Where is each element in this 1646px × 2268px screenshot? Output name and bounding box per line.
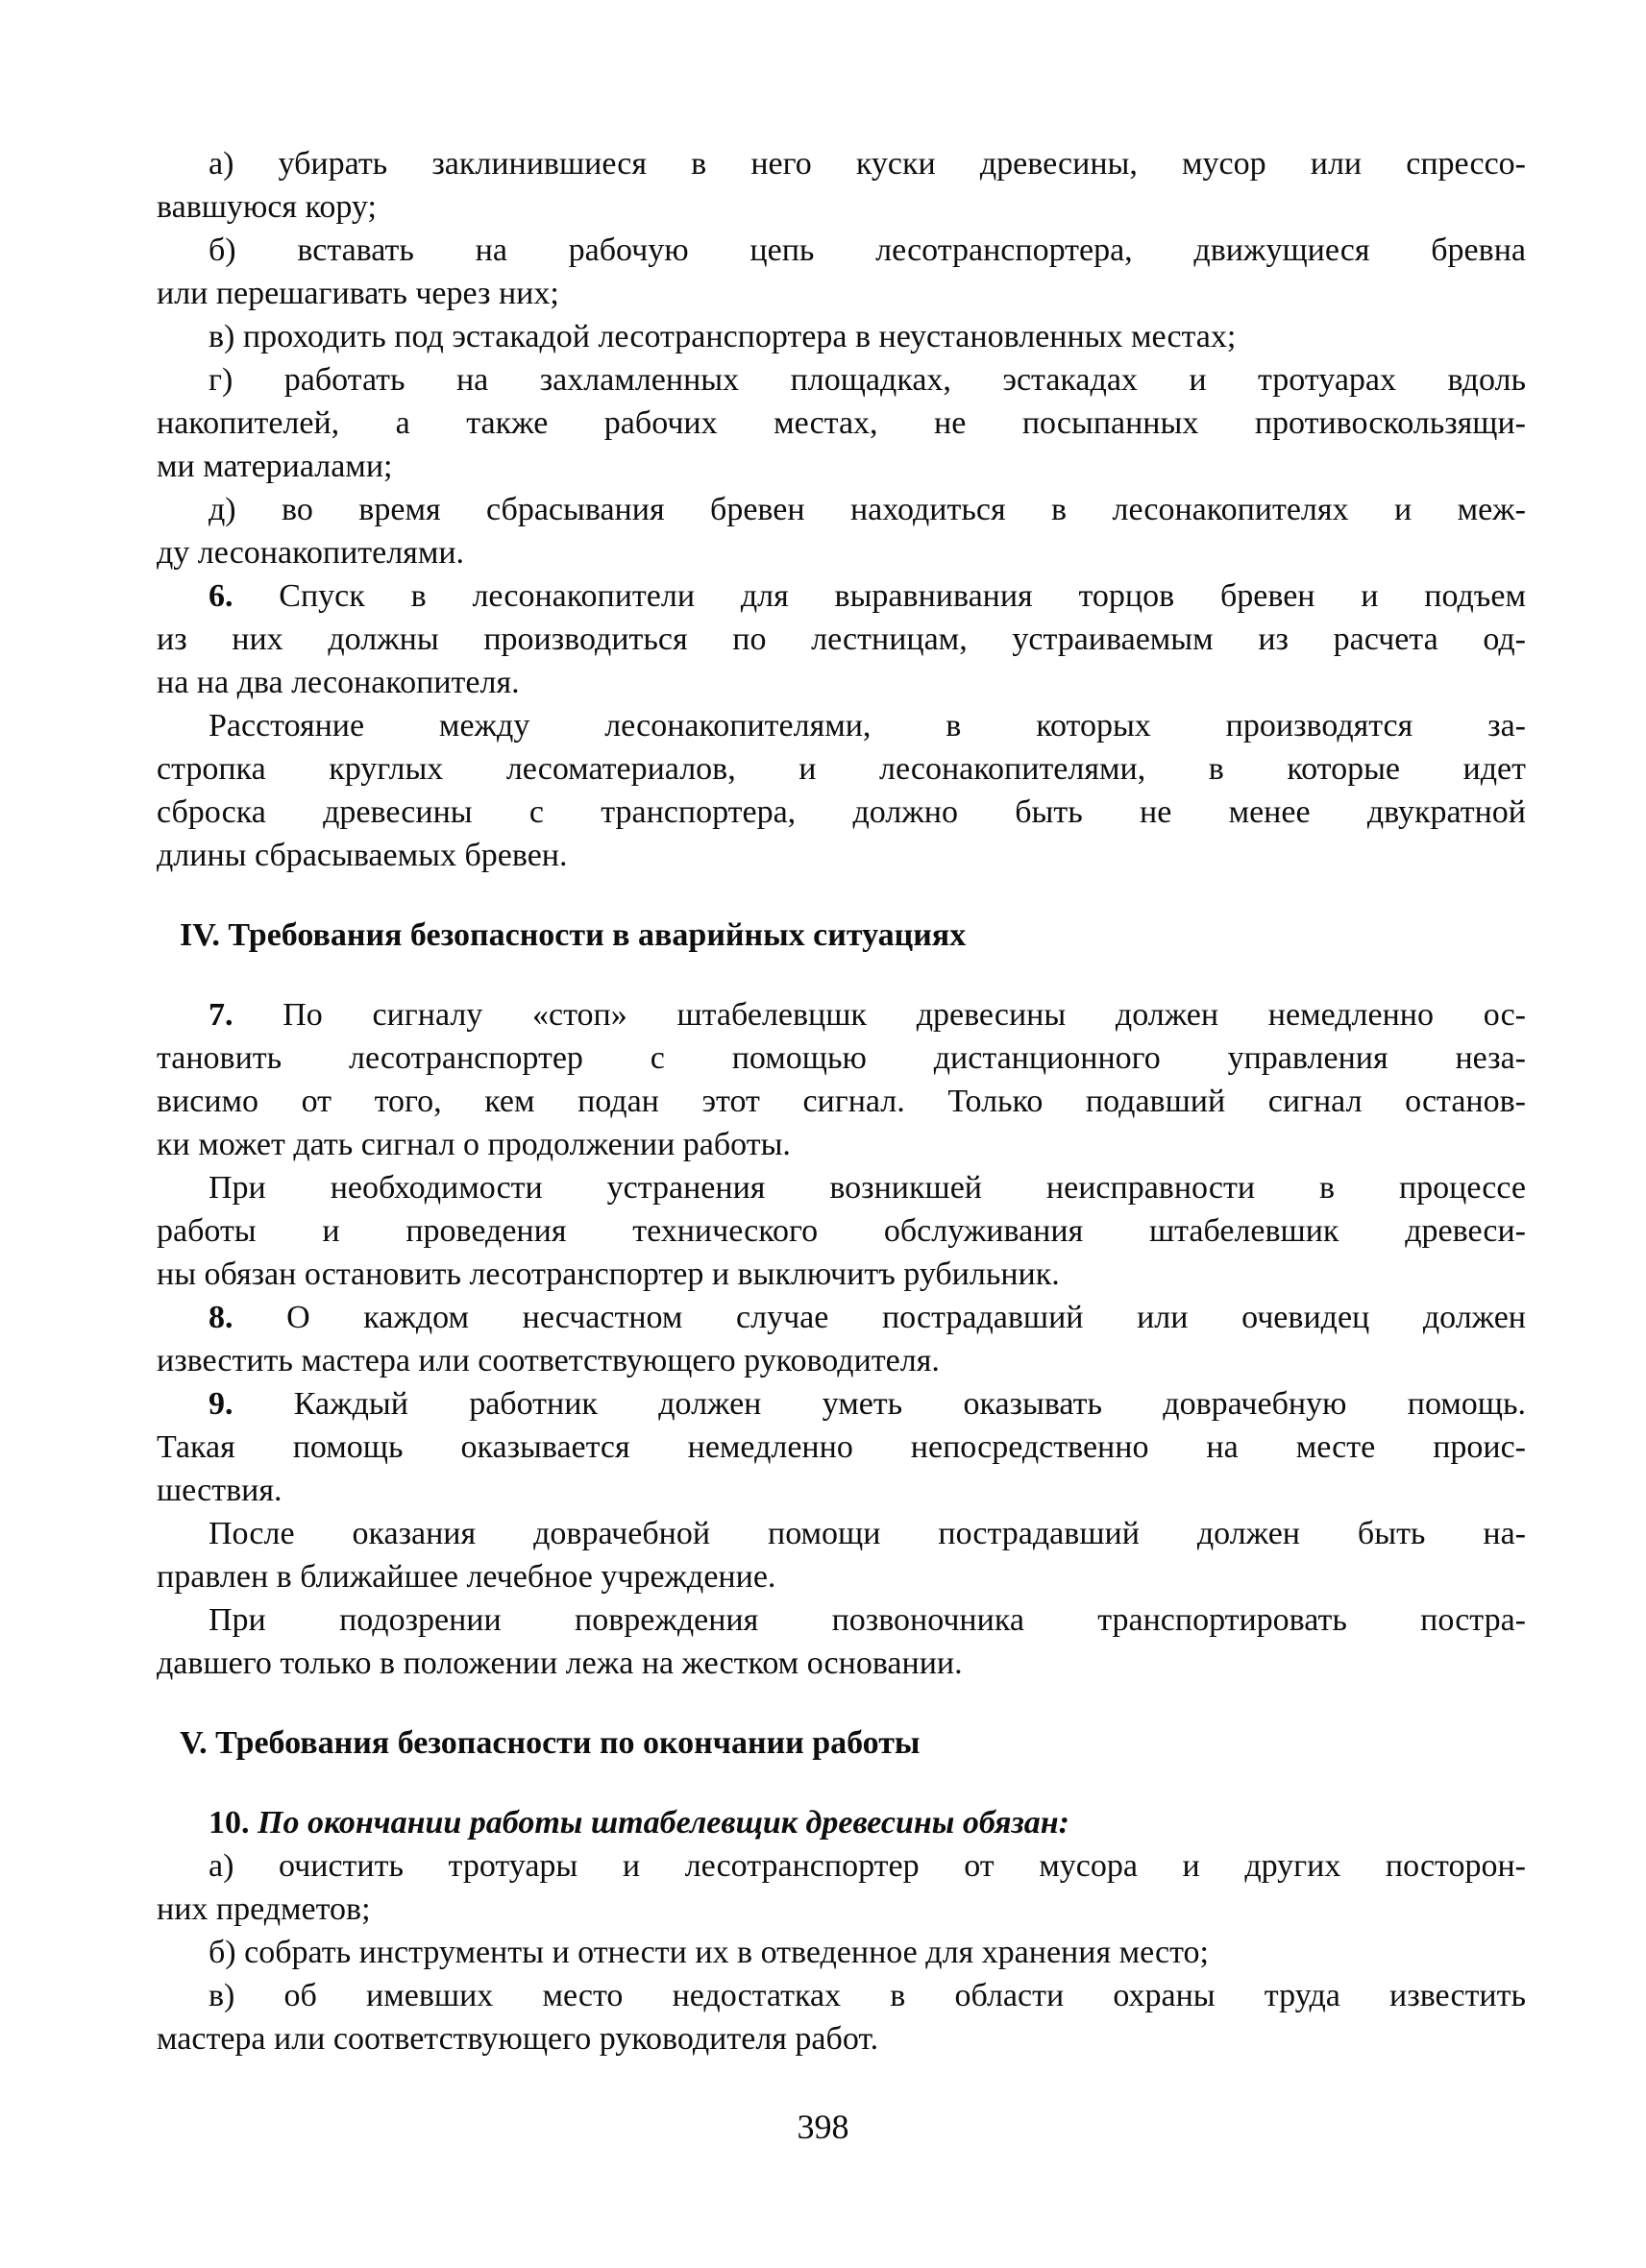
text-line: из них должны производиться по лестницам, устраиваемым из расчета од- <box>157 622 1526 657</box>
text-line: тановить лесотранспортер с помощью дистанционного управления неза- <box>157 1040 1526 1076</box>
text-line: или перешагивать через них; <box>157 276 559 311</box>
text-line: Расстояние между лесонакопителями, в которых производятся за- <box>209 708 1526 744</box>
text-line: а) очистить тротуары и лесотранспортер от мусора и других посторон- <box>209 1848 1526 1884</box>
text-line: ду лесонакопителями. <box>157 535 465 571</box>
text-line: давшего только в положении лежа на жестком основании. <box>157 1646 963 1681</box>
section-heading: V. Требования безопасности по окончании работы <box>180 1725 921 1761</box>
text-line: 9. Каждый работник должен уметь оказывать доврачебную помощь. <box>209 1386 1526 1422</box>
text-line: При необходимости устранения возникшей неисправности в процессе <box>209 1170 1526 1206</box>
text-line: а) убирать заклинившиеся в него куски древесины, мусор или спрессо- <box>209 146 1526 182</box>
text-line: ны обязан остановить лесотранспортер и выключитъ рубильник. <box>157 1256 1060 1292</box>
text-line: б) собрать инструменты и отнести их в отведенное для хранения место; <box>209 1935 1209 1970</box>
text-line: г) работать на захламленных площадках, эстакадах и тротуарах вдоль <box>209 362 1526 398</box>
section-heading: IV. Требования безопасности в аварийных ситуациях <box>180 917 967 953</box>
text-line: работы и проведения технического обслуживания штабелевшик древеси- <box>157 1213 1526 1249</box>
text-line: ми материалами; <box>157 449 393 484</box>
text-line: После оказания доврачебной помощи пострадавший должен быть на- <box>209 1516 1526 1551</box>
text-line: 8. О каждом несчастном случае пострадавший или очевидец должен <box>209 1300 1526 1335</box>
page-number: 398 <box>797 2108 849 2146</box>
text-line: При подозрении повреждения позвоночника транспортировать постра- <box>209 1602 1526 1638</box>
text-line: них предметов; <box>157 1891 371 1927</box>
text-line: ки может дать сигнал о продолжении работы. <box>157 1127 791 1162</box>
text-line: сброска древесины с транспортера, должно быть не менее двукратной <box>157 794 1526 830</box>
text-line: 7. По сигналу «стоп» штабелевцшк древесины должен немедленно ос- <box>209 997 1526 1033</box>
item-number: 10. <box>209 1805 250 1841</box>
text-line: в) проходить под эстакадой лесотранспортера в неустановленных местах; <box>209 319 1237 354</box>
text-line: д) во время сбрасывания бревен находиться в лесонакопителях и меж- <box>209 492 1526 527</box>
item-number: 9. <box>209 1386 233 1422</box>
text-line: правлен в ближайшее лечебное учреждение. <box>157 1559 776 1595</box>
text-line: длины сбрасываемых бревен. <box>157 838 568 873</box>
item-number: 8. <box>209 1300 233 1335</box>
text-line: Такая помощь оказывается немедленно непосредственно на месте проис- <box>157 1429 1526 1465</box>
text-line: вавшуюся кору; <box>157 189 377 225</box>
text-line: в) об имевших место недостатках в области охраны труда известить <box>209 1978 1526 2013</box>
text-line: 10. По окончании работы штабелевщик древесины обязан: <box>209 1805 1069 1841</box>
item-number: 7. <box>209 997 233 1033</box>
text-line: шествия. <box>157 1473 283 1508</box>
text-line: б) вставать на рабочую цепь лесотранспортера, движущиеся бревна <box>209 232 1526 268</box>
text-line: висимо от того, кем подан этот сигнал. Только подавший сигнал останов- <box>157 1084 1526 1119</box>
document-lines <box>157 142 1526 2061</box>
text-line: 6. Спуск в лесонакопители для выравнивания торцов бревен и подъем <box>209 578 1526 614</box>
text-line: на на два лесонакопителя. <box>157 665 520 700</box>
text-line: мастера или соответствующего руководителя работ. <box>157 2021 879 2057</box>
text-line: стропка круглых лесоматериалов, и лесонакопителями, в которые идет <box>157 751 1526 787</box>
text-line: известить мастера или соответствующего руководителя. <box>157 1343 940 1378</box>
item-number: 6. <box>209 578 233 614</box>
text-line: накопителей, а также рабочих местах, не посыпанных противоскользящи- <box>157 405 1526 441</box>
